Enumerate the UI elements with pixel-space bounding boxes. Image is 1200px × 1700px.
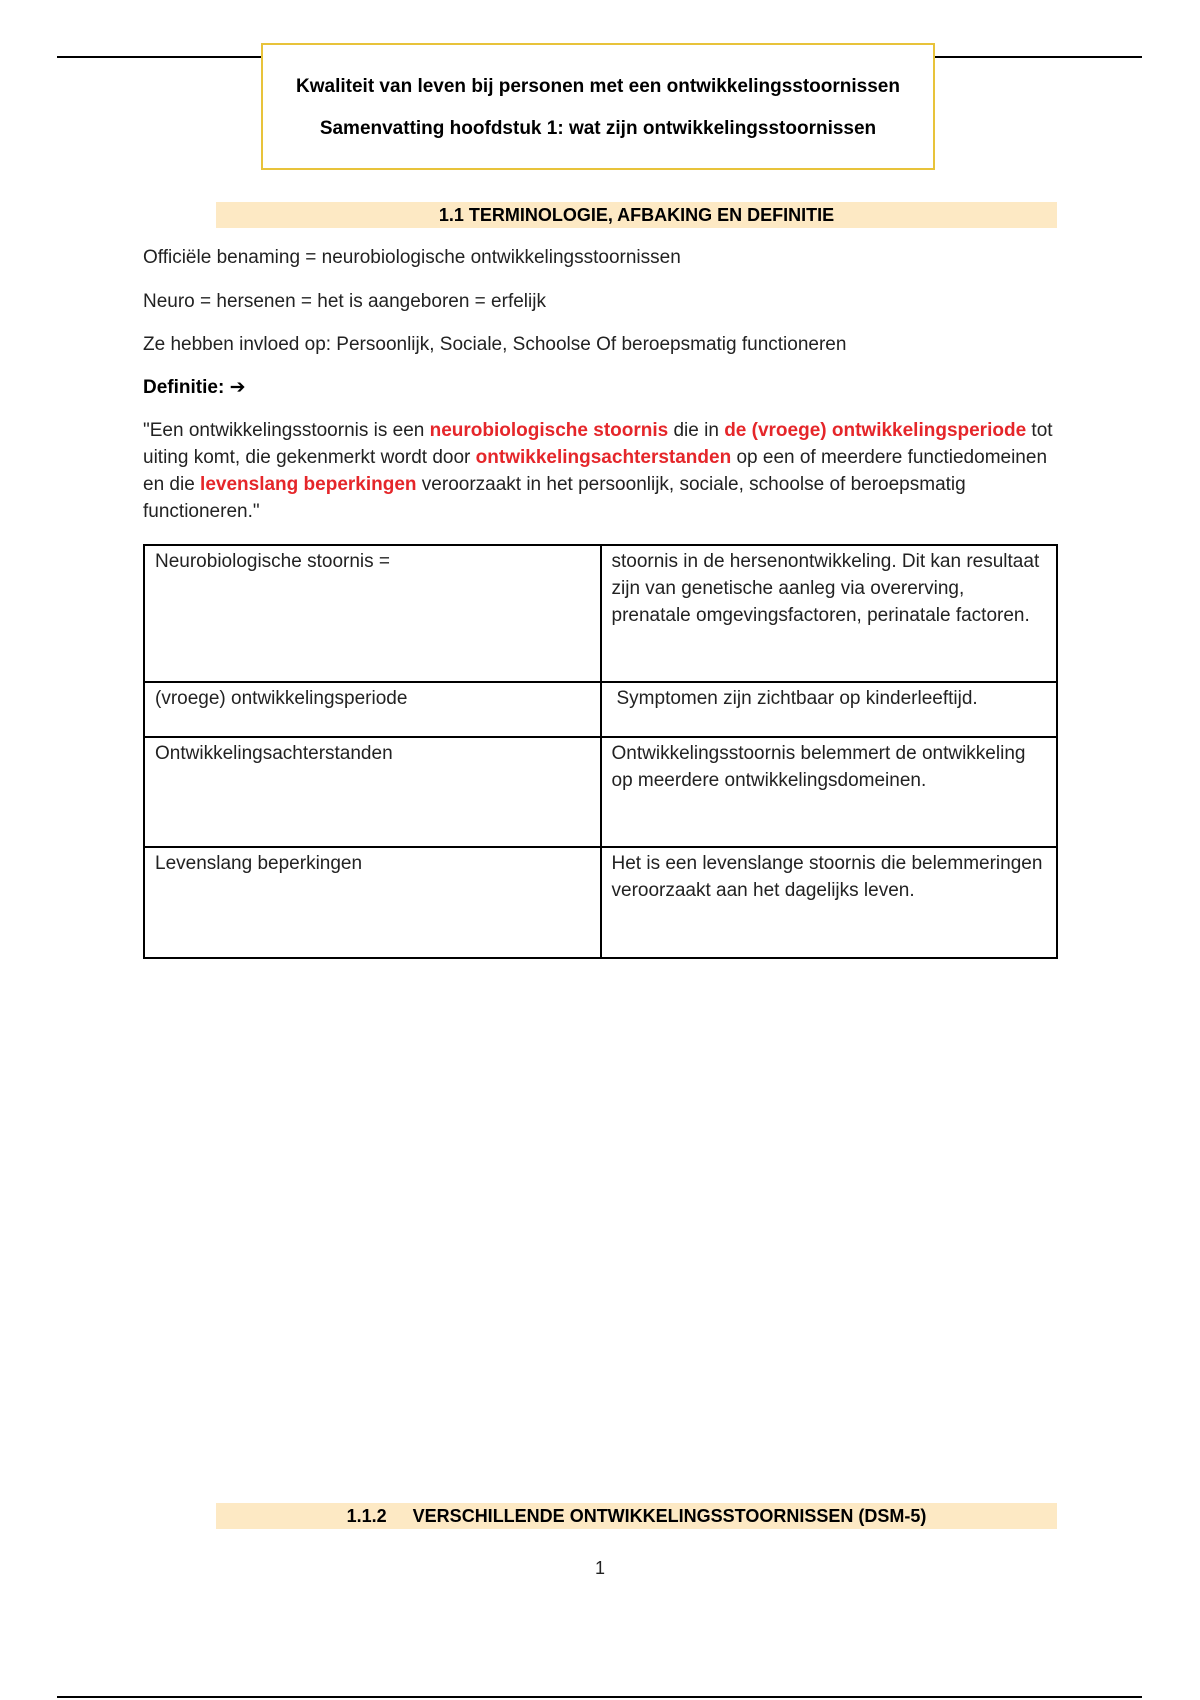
definition-text-5: veroorzaakt in het persoonlijk, sociale, schoolse of beroepsmatig functioneren." <box>143 474 966 522</box>
top-rule-left <box>57 56 261 58</box>
definition-label: Definitie: <box>143 377 225 398</box>
table-cell-term: Neurobiologische stoornis = <box>144 545 601 682</box>
section-heading-text: 1.1 TERMINOLOGIE, AFBAKING EN DEFINITIE <box>438 205 835 225</box>
section-heading-1-1 <box>216 202 1057 228</box>
section-heading-1-1-2 <box>216 1503 1057 1529</box>
table-cell-explanation: Symptomen zijn zichtbaar op kinderleeftijd. <box>601 682 1058 737</box>
top-rule-right <box>935 56 1142 58</box>
definition-text-4: op een of meerdere functiedomeinen en die <box>143 447 1048 495</box>
document-title: Kwaliteit van leven bij personen met een ontwikkelingsstoornissen <box>296 76 900 97</box>
table-cell-explanation: Het is een levenslange stoornis die belemmeringen veroorzaakt aan het dagelijks leven. <box>601 847 1058 958</box>
table-row <box>144 847 1057 958</box>
definition-text-2: die in <box>668 420 725 441</box>
table-cell-term: (vroege) ontwikkelingsperiode <box>144 682 601 737</box>
paragraph-neuro: Neuro = hersenen = het is aangeboren = erfelijk <box>143 291 546 312</box>
definition-label-line <box>143 374 245 401</box>
table-cell-explanation: Ontwikkelingsstoornis belemmert de ontwikkeling op meerdere ontwikkelingsdomeinen. <box>601 737 1058 847</box>
highlight-levenslang-beperkingen: levenslang beperkingen <box>200 474 417 495</box>
section-number: 1.1.2 <box>346 1506 387 1526</box>
highlight-neurobiologische-stoornis: neurobiologische stoornis <box>429 420 669 441</box>
table-row <box>144 545 1057 682</box>
highlight-ontwikkelingsachterstanden: ontwikkelingsachterstanden <box>475 447 732 468</box>
table-row <box>144 682 1057 737</box>
paragraph-official-name: Officiële benaming = neurobiologische ontwikkelingsstoornissen <box>143 247 681 268</box>
bottom-rule <box>57 1696 1142 1698</box>
table-cell-term: Levenslang beperkingen <box>144 847 601 958</box>
document-subtitle: Samenvatting hoofdstuk 1: wat zijn ontwikkelingsstoornissen <box>319 118 877 139</box>
definition-text-1: "Een ontwikkelingsstoornis is een <box>143 420 430 441</box>
terms-table <box>143 544 1058 959</box>
title-box <box>261 43 935 170</box>
table-cell-explanation: stoornis in de hersenontwikkeling. Dit kan resultaat zijn van genetische aanleg via overerving, prenatale omgevingsfactoren, perinatale factoren. <box>601 545 1058 682</box>
table-row <box>144 737 1057 847</box>
definition-text-3: tot uiting komt, die gekenmerkt wordt door <box>143 420 1053 468</box>
arrow-right-icon: ➔ <box>229 377 246 398</box>
table-cell-term: Ontwikkelingsachterstanden <box>144 737 601 847</box>
page-number: 1 <box>594 1558 605 1578</box>
highlight-ontwikkelingsperiode: de (vroege) ontwikkelingsperiode <box>724 420 1027 441</box>
section-heading-text: VERSCHILLENDE ONTWIKKELINGSSTOORNISSEN (DSM-5) <box>412 1506 927 1526</box>
paragraph-influence: Ze hebben invloed op: Persoonlijk, Sociale, Schoolse Of beroepsmatig functioneren <box>143 334 847 355</box>
definition-quote <box>143 417 1063 525</box>
